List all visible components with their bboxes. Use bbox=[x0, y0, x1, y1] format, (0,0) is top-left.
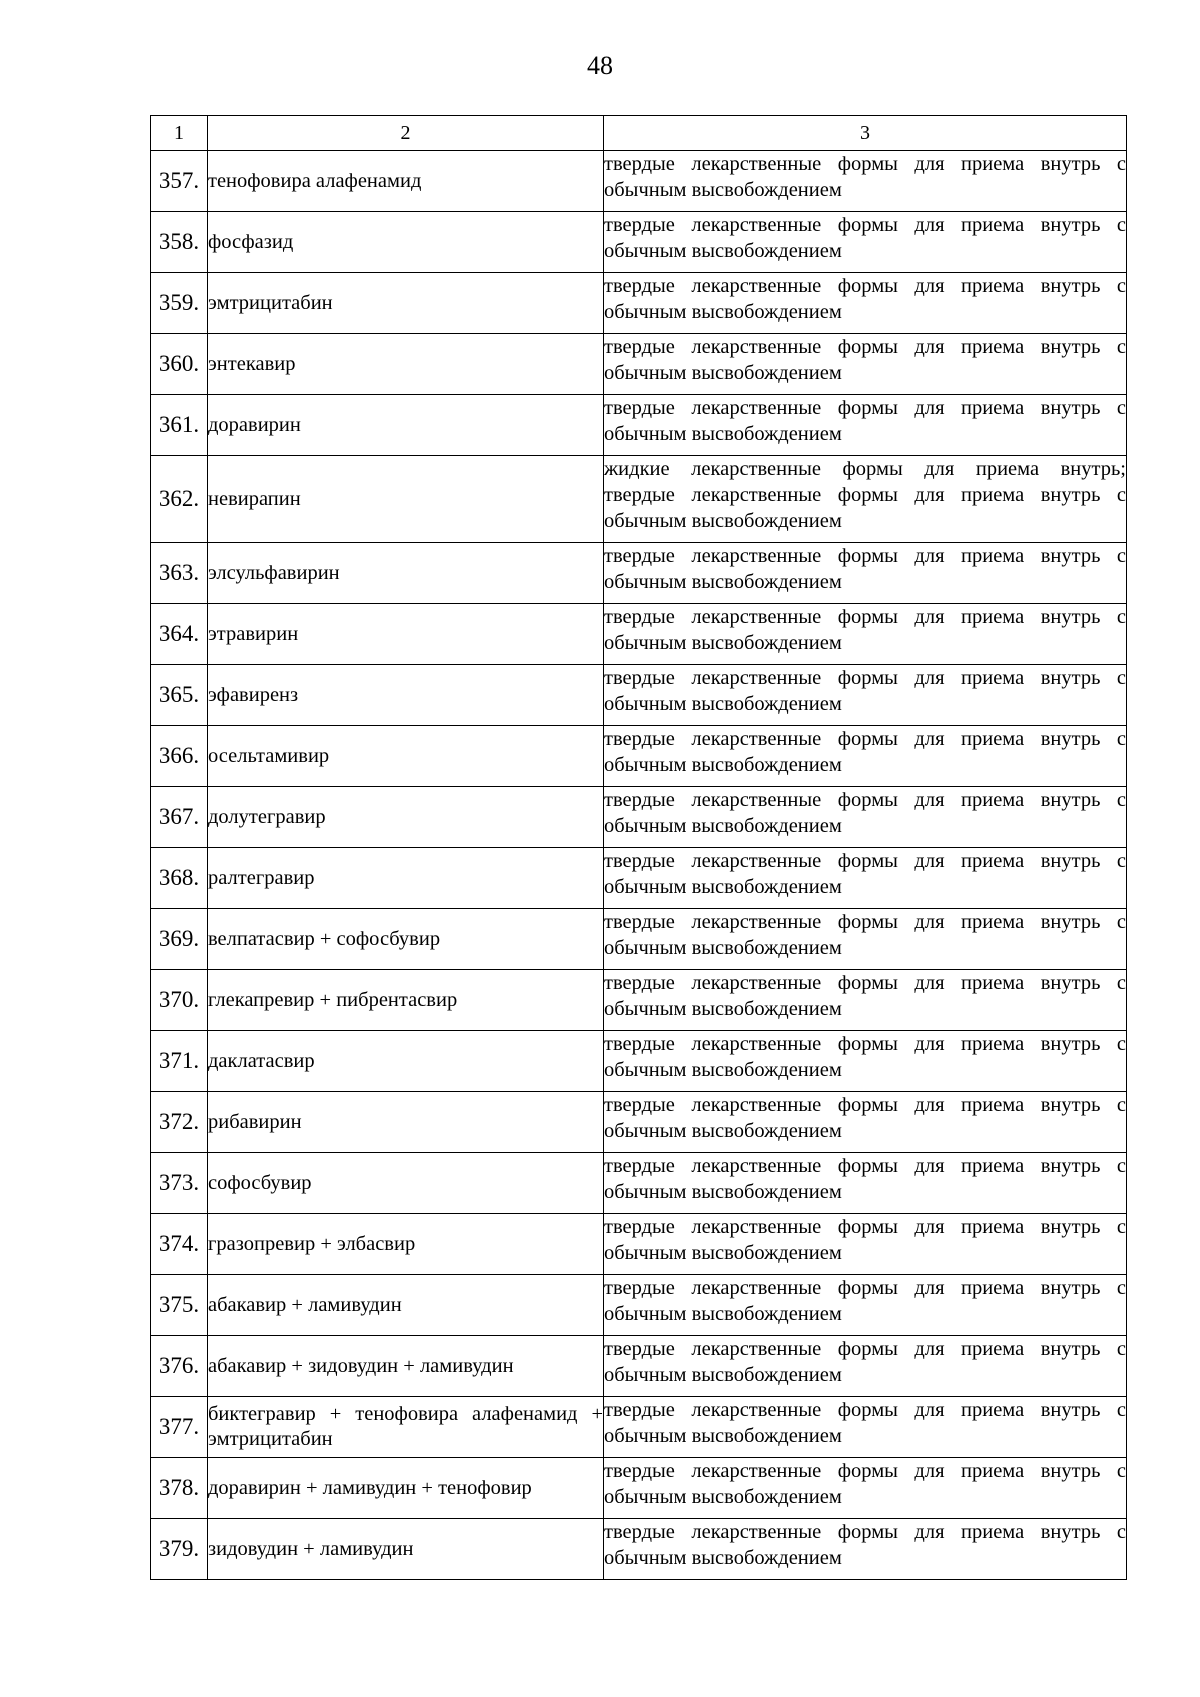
dosage-form-line: обычным высвобождением bbox=[604, 1486, 842, 1508]
drug-name: осельтамивир bbox=[208, 726, 604, 787]
dosage-form bbox=[604, 665, 1127, 726]
row-number: 379. bbox=[151, 1519, 208, 1580]
dosage-form-line: твердые лекарственные формы для приема внутрь с bbox=[604, 1399, 1126, 1421]
drug-table bbox=[150, 115, 1127, 1580]
dosage-form-line: твердые лекарственные формы для приема внутрь с bbox=[604, 336, 1126, 358]
table-row bbox=[151, 787, 1127, 848]
row-number: 369. bbox=[151, 909, 208, 970]
page-number: 48 bbox=[587, 51, 613, 80]
table-row bbox=[151, 604, 1127, 665]
dosage-form bbox=[604, 1031, 1127, 1092]
table-row bbox=[151, 334, 1127, 395]
dosage-form bbox=[604, 848, 1127, 909]
dosage-form-line: обычным высвобождением bbox=[604, 937, 842, 959]
dosage-form bbox=[604, 1458, 1127, 1519]
table-row bbox=[151, 456, 1127, 543]
dosage-form-line: твердые лекарственные формы для приема внутрь с bbox=[604, 667, 1126, 689]
dosage-form bbox=[604, 273, 1127, 334]
drug-name: зидовудин + ламивудин bbox=[208, 1519, 604, 1580]
dosage-form-line: обычным высвобождением bbox=[604, 179, 842, 201]
dosage-form-line: обычным высвобождением bbox=[604, 301, 842, 323]
dosage-form bbox=[604, 1275, 1127, 1336]
row-number: 359. bbox=[151, 273, 208, 334]
dosage-form bbox=[604, 1519, 1127, 1580]
row-number: 375. bbox=[151, 1275, 208, 1336]
dosage-form-line: обычным высвобождением bbox=[604, 362, 842, 384]
dosage-form bbox=[604, 726, 1127, 787]
dosage-form-line: обычным высвобождением bbox=[604, 1181, 842, 1203]
dosage-form-line: твердые лекарственные формы для приема внутрь с bbox=[604, 728, 1126, 750]
drug-name: тенофовира алафенамид bbox=[208, 151, 604, 212]
dosage-form bbox=[604, 151, 1127, 212]
drug-name: энтекавир bbox=[208, 334, 604, 395]
dosage-form-line: твердые лекарственные формы для приема внутрь с bbox=[604, 1521, 1126, 1543]
dosage-form-line: обычным высвобождением bbox=[604, 1364, 842, 1386]
table-row bbox=[151, 1275, 1127, 1336]
drug-name: абакавир + ламивудин bbox=[208, 1275, 604, 1336]
row-number: 374. bbox=[151, 1214, 208, 1275]
dosage-form-line: обычным высвобождением bbox=[604, 510, 842, 532]
dosage-form bbox=[604, 1153, 1127, 1214]
row-number: 366. bbox=[151, 726, 208, 787]
dosage-form bbox=[604, 970, 1127, 1031]
dosage-form-line: твердые лекарственные формы для приема внутрь с bbox=[604, 789, 1126, 811]
table-row bbox=[151, 1458, 1127, 1519]
dosage-form-line: твердые лекарственные формы для приема внутрь с bbox=[604, 545, 1126, 567]
drug-name: эмтрицитабин bbox=[208, 273, 604, 334]
row-number: 364. bbox=[151, 604, 208, 665]
dosage-form-line: обычным высвобождением bbox=[604, 423, 842, 445]
table-row bbox=[151, 1031, 1127, 1092]
drug-name: ралтегравир bbox=[208, 848, 604, 909]
row-number: 365. bbox=[151, 665, 208, 726]
row-number: 377. bbox=[151, 1397, 208, 1458]
row-number: 370. bbox=[151, 970, 208, 1031]
table-row bbox=[151, 395, 1127, 456]
drug-name: доравирин + ламивудин + тенофовир bbox=[208, 1458, 604, 1519]
dosage-form bbox=[604, 543, 1127, 604]
row-number: 360. bbox=[151, 334, 208, 395]
dosage-form-line: твердые лекарственные формы для приема внутрь с bbox=[604, 1216, 1126, 1238]
row-number: 363. bbox=[151, 543, 208, 604]
row-number: 361. bbox=[151, 395, 208, 456]
dosage-form-line: твердые лекарственные формы для приема внутрь с bbox=[604, 275, 1126, 297]
dosage-form-line: обычным высвобождением bbox=[604, 1059, 842, 1081]
drug-name: софосбувир bbox=[208, 1153, 604, 1214]
dosage-form bbox=[604, 1397, 1127, 1458]
table-row bbox=[151, 1397, 1127, 1458]
dosage-form-line: обычным высвобождением bbox=[604, 1425, 842, 1447]
header-col-3: 3 bbox=[604, 116, 1127, 151]
dosage-form-line: обычным высвобождением bbox=[604, 693, 842, 715]
dosage-form-line: твердые лекарственные формы для приема внутрь с bbox=[604, 606, 1126, 628]
row-number: 358. bbox=[151, 212, 208, 273]
table-body bbox=[151, 151, 1127, 1580]
table-header bbox=[151, 116, 1127, 151]
header-col-1: 1 bbox=[151, 116, 208, 151]
dosage-form-line: жидкие лекарственные формы для приема внутрь; bbox=[604, 458, 1126, 480]
drug-name: абакавир + зидовудин + ламивудин bbox=[208, 1336, 604, 1397]
row-number: 368. bbox=[151, 848, 208, 909]
dosage-form-line: обычным высвобождением bbox=[604, 998, 842, 1020]
table-row bbox=[151, 848, 1127, 909]
row-number: 362. bbox=[151, 456, 208, 543]
dosage-form-line: твердые лекарственные формы для приема внутрь с bbox=[604, 972, 1126, 994]
dosage-form-line: твердые лекарственные формы для приема внутрь с bbox=[604, 1155, 1126, 1177]
table-row bbox=[151, 1336, 1127, 1397]
drug-name: фосфазид bbox=[208, 212, 604, 273]
dosage-form bbox=[604, 334, 1127, 395]
drug-name: доравирин bbox=[208, 395, 604, 456]
dosage-form-line: обычным высвобождением bbox=[604, 815, 842, 837]
table-row bbox=[151, 665, 1127, 726]
dosage-form bbox=[604, 1336, 1127, 1397]
dosage-form-line: твердые лекарственные формы для приема внутрь с bbox=[604, 1460, 1126, 1482]
drug-name: велпатасвир + софосбувир bbox=[208, 909, 604, 970]
dosage-form-line: обычным высвобождением bbox=[604, 632, 842, 654]
drug-name: этравирин bbox=[208, 604, 604, 665]
dosage-form-line: твердые лекарственные формы для приема внутрь с bbox=[604, 214, 1126, 236]
dosage-form-line: твердые лекарственные формы для приема внутрь с bbox=[604, 1277, 1126, 1299]
dosage-form-line: обычным высвобождением bbox=[604, 1242, 842, 1264]
dosage-form bbox=[604, 1214, 1127, 1275]
table-row bbox=[151, 273, 1127, 334]
drug-name: рибавирин bbox=[208, 1092, 604, 1153]
drug-name: гразопревир + элбасвир bbox=[208, 1214, 604, 1275]
table-row bbox=[151, 1092, 1127, 1153]
dosage-form bbox=[604, 604, 1127, 665]
drug-name: элсульфавирин bbox=[208, 543, 604, 604]
table-row bbox=[151, 726, 1127, 787]
row-number: 378. bbox=[151, 1458, 208, 1519]
dosage-form-line: обычным высвобождением bbox=[604, 876, 842, 898]
table-row bbox=[151, 1153, 1127, 1214]
table-row bbox=[151, 1519, 1127, 1580]
table-row bbox=[151, 970, 1127, 1031]
dosage-form bbox=[604, 1092, 1127, 1153]
drug-name: даклатасвир bbox=[208, 1031, 604, 1092]
dosage-form-line: твердые лекарственные формы для приема внутрь с bbox=[604, 1094, 1126, 1116]
drug-name: биктегравир + тенофовира алафенамид + эмтрицитабин bbox=[208, 1397, 604, 1458]
dosage-form-line: обычным высвобождением bbox=[604, 571, 842, 593]
dosage-form bbox=[604, 456, 1127, 543]
row-number: 372. bbox=[151, 1092, 208, 1153]
row-number: 373. bbox=[151, 1153, 208, 1214]
dosage-form-line: обычным высвобождением bbox=[604, 1120, 842, 1142]
dosage-form bbox=[604, 395, 1127, 456]
dosage-form bbox=[604, 787, 1127, 848]
row-number: 376. bbox=[151, 1336, 208, 1397]
dosage-form bbox=[604, 212, 1127, 273]
dosage-form-line: твердые лекарственные формы для приема внутрь с bbox=[604, 1338, 1126, 1360]
dosage-form-line: обычным высвобождением bbox=[604, 240, 842, 262]
drug-name: долутегравир bbox=[208, 787, 604, 848]
table-row bbox=[151, 909, 1127, 970]
table-row bbox=[151, 151, 1127, 212]
table-row bbox=[151, 543, 1127, 604]
dosage-form-line: твердые лекарственные формы для приема внутрь с bbox=[604, 397, 1126, 419]
drug-name: эфавиренз bbox=[208, 665, 604, 726]
header-row bbox=[151, 116, 1127, 151]
dosage-form-line: твердые лекарственные формы для приема внутрь с bbox=[604, 850, 1126, 872]
dosage-form-line: обычным высвобождением bbox=[604, 1547, 842, 1569]
dosage-form-line: обычным высвобождением bbox=[604, 1303, 842, 1325]
row-number: 357. bbox=[151, 151, 208, 212]
drug-name: глекапревир + пибрентасвир bbox=[208, 970, 604, 1031]
row-number: 367. bbox=[151, 787, 208, 848]
row-number: 371. bbox=[151, 1031, 208, 1092]
dosage-form-line: твердые лекарственные формы для приема внутрь с bbox=[604, 484, 1126, 506]
dosage-form-line: твердые лекарственные формы для приема внутрь с bbox=[604, 1033, 1126, 1055]
table-row bbox=[151, 1214, 1127, 1275]
dosage-form-line: обычным высвобождением bbox=[604, 754, 842, 776]
drug-name: невирапин bbox=[208, 456, 604, 543]
dosage-form-line: твердые лекарственные формы для приема внутрь с bbox=[604, 911, 1126, 933]
table-row bbox=[151, 212, 1127, 273]
header-col-2: 2 bbox=[208, 116, 604, 151]
dosage-form bbox=[604, 909, 1127, 970]
dosage-form-line: твердые лекарственные формы для приема внутрь с bbox=[604, 153, 1126, 175]
